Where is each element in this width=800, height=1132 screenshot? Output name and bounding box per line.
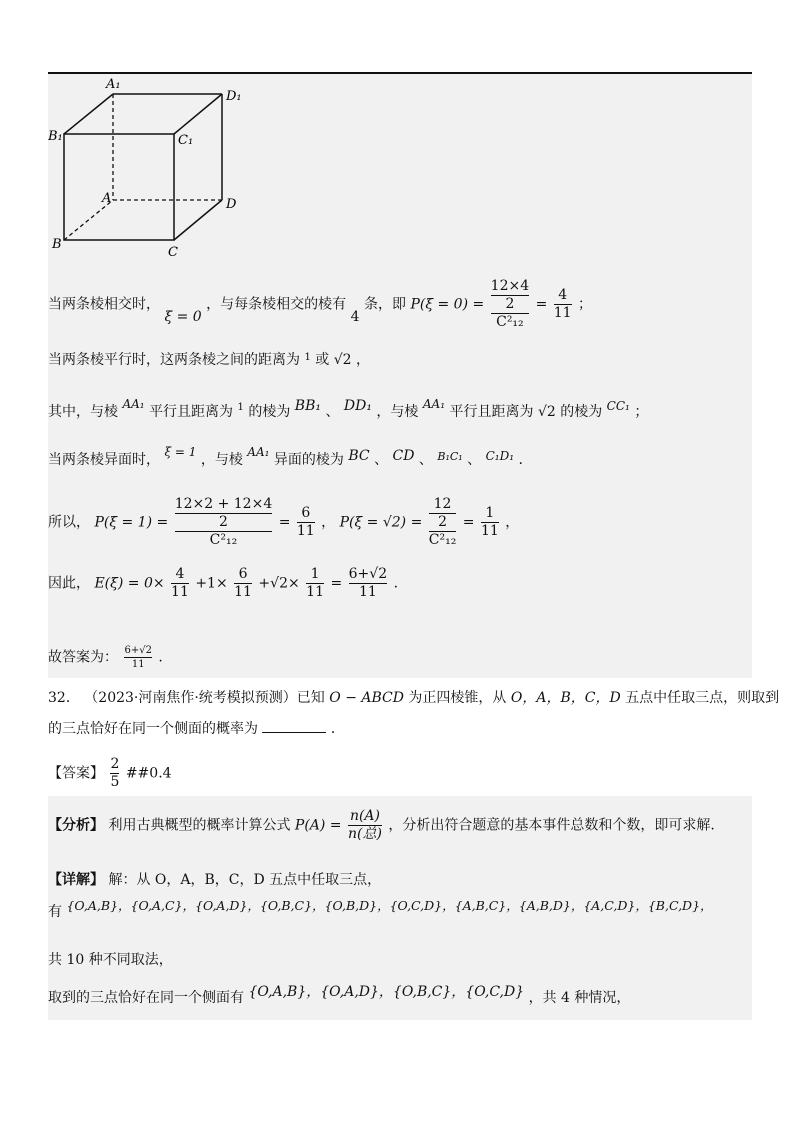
answer-line xyxy=(48,756,172,791)
text: 五点中任取三点，则取到 xyxy=(625,690,780,706)
analysis-line xyxy=(48,808,715,843)
analysis-label: 【分析】 xyxy=(48,817,104,834)
fraction xyxy=(175,496,273,549)
sol-line-intersect xyxy=(48,278,592,331)
numerator-top: 12×4 xyxy=(490,278,530,294)
prob-label: P(ξ = 0) = xyxy=(410,296,485,313)
fraction xyxy=(234,566,252,601)
expectation-label: E(ξ) = 0× xyxy=(94,575,165,592)
denominator: 11 xyxy=(480,523,499,539)
detail-label: 【详解】 xyxy=(48,872,104,888)
denominator: 11 xyxy=(553,305,572,321)
label-D: D xyxy=(226,197,237,212)
denominator: 11 xyxy=(306,584,324,600)
numerator: 6 xyxy=(238,566,248,582)
denominator: n(总) xyxy=(348,826,382,842)
text: 取到的三点恰好在同一个侧面有 xyxy=(48,990,244,1006)
text: 、 xyxy=(467,452,482,468)
question-32-line1 xyxy=(48,688,779,708)
numerator: 6+√2 xyxy=(124,645,152,656)
fraction xyxy=(306,566,324,601)
text: 条，即 xyxy=(363,296,406,313)
points-list: O，A，B，C，D xyxy=(510,690,621,706)
text: ，与棱 xyxy=(200,452,243,468)
value-sqrt2: √2 xyxy=(537,404,556,420)
text: 有 xyxy=(48,904,62,920)
text: 、 xyxy=(325,404,340,420)
numerator-top: 12×2 + 12×4 xyxy=(174,496,273,512)
pyramid-name: O − ABCD xyxy=(329,690,404,706)
text: 故答案为： xyxy=(48,649,118,666)
numerator: 1 xyxy=(485,505,495,521)
text: 解：从 O，A，B，C，D 五点中任取三点， xyxy=(108,872,382,888)
numerator: 4 xyxy=(558,287,568,303)
xi-eq-0: ξ = 0 xyxy=(164,308,202,325)
text: 、 xyxy=(374,452,389,468)
text: ，与棱 xyxy=(376,404,419,420)
numerator: 6 xyxy=(301,505,311,521)
answer-alt: ##0.4 xyxy=(125,765,172,782)
numerator-bottom: 2 xyxy=(491,295,529,313)
fraction-result xyxy=(554,287,572,322)
numerator: 6+√2 xyxy=(348,566,388,582)
text: 异面的棱为 xyxy=(273,452,344,468)
text: 、 xyxy=(418,452,433,468)
text: . xyxy=(518,452,523,468)
sol-line-probabilities xyxy=(48,496,519,549)
text: ， xyxy=(505,514,520,531)
text: 为正四棱锥，从 xyxy=(408,690,507,706)
text: 的棱为 xyxy=(248,404,291,420)
numerator: 2 xyxy=(110,756,120,772)
fraction-result xyxy=(481,505,499,540)
numerator-bottom: 2 xyxy=(429,513,457,531)
same-face-sets: {O,A,B}，{O,A,D}，{O,B,C}，{O,C,D} xyxy=(248,984,525,1000)
denominator: 11 xyxy=(124,657,151,671)
label-D1: D₁ xyxy=(226,89,242,104)
question-32-line2 xyxy=(48,718,345,739)
prob-label: P(ξ = 1) = xyxy=(94,514,169,531)
xi-eq-1: ξ = 1 xyxy=(164,445,197,459)
text: 当两条棱相交时， xyxy=(48,296,160,313)
equals: = xyxy=(278,514,291,531)
edge-BC: BC xyxy=(348,448,370,464)
label-A: A xyxy=(102,191,112,206)
text: . xyxy=(393,575,399,592)
label-B: B xyxy=(52,237,62,252)
text: 因此， xyxy=(48,575,90,592)
value-sqrt2: √2 xyxy=(333,352,352,368)
text: ； xyxy=(634,404,649,420)
cube-figure xyxy=(48,74,248,264)
detail-line1 xyxy=(48,870,381,890)
text: ． xyxy=(330,721,345,737)
question-number: 32． xyxy=(48,690,80,706)
sol-line-skew xyxy=(48,445,523,471)
answer-blank xyxy=(262,718,326,733)
answer-fraction xyxy=(110,756,119,791)
equals: = xyxy=(462,514,475,531)
prob-label: P(ξ = √2) = xyxy=(339,514,423,531)
text: 平行且距离为 xyxy=(449,404,534,420)
text: ； xyxy=(578,296,593,313)
fraction xyxy=(491,278,529,331)
edge-AA1: AA₁ xyxy=(122,397,145,411)
fraction xyxy=(349,566,387,601)
denominator: C²₁₂ xyxy=(491,313,529,331)
fraction xyxy=(171,566,189,601)
text: 共 10 种不同取法， xyxy=(48,952,173,968)
edge-AA1: AA₁ xyxy=(247,445,270,459)
denominator: 11 xyxy=(296,523,315,539)
text: 当两条棱平行时，这两条棱之间的距离为 xyxy=(48,352,300,368)
sol-line-parallel-edges xyxy=(48,397,649,424)
text: ， xyxy=(321,514,336,531)
edge-BB1: BB₁ xyxy=(294,398,321,414)
text: 的三点恰好在同一个侧面的概率为 xyxy=(48,721,258,737)
answer-label: 【答案】 xyxy=(48,765,104,782)
text: . xyxy=(158,649,163,666)
fraction-answer xyxy=(124,644,151,671)
equals: = xyxy=(330,575,343,592)
numerator: 1 xyxy=(310,566,320,582)
denominator: 11 xyxy=(349,583,387,601)
edge-AA1: AA₁ xyxy=(422,397,446,411)
equals: = xyxy=(535,296,548,313)
text: +√2× xyxy=(258,575,300,592)
text: 平行且距离为 xyxy=(149,404,234,420)
text: +1× xyxy=(195,575,228,592)
edge-C1D1: C₁D₁ xyxy=(485,449,515,463)
sol-line-answer xyxy=(48,644,163,671)
denominator: C²₁₂ xyxy=(428,532,457,548)
value-one: 1 xyxy=(237,402,244,413)
detail-sets-line xyxy=(48,898,713,922)
text: 当两条棱异面时， xyxy=(48,452,160,468)
denominator: 5 xyxy=(110,774,120,790)
edge-DD1: DD₁ xyxy=(343,398,372,414)
detail-total-line xyxy=(48,950,173,970)
edge-B1C1: B₁C₁ xyxy=(437,450,463,463)
prob-label: P(A) = xyxy=(294,817,342,834)
sets-list: {O,A,B}，{O,A,C}，{O,A,D}，{O,B,C}，{O,B,D}，{O,C,D}，{A,B,C}，{A,B,D}，{A,C,D}，{B,C,D}， xyxy=(66,898,713,913)
numerator: n(A) xyxy=(349,808,380,824)
fraction xyxy=(429,496,457,549)
label-B1: B₁ xyxy=(48,129,63,144)
question-source: （2023·河南焦作·统考模拟预测）已知 xyxy=(84,690,325,706)
text: 利用古典概型的概率计算公式 xyxy=(108,817,291,834)
formula-fraction xyxy=(348,808,382,843)
text: ，共 4 种情况， xyxy=(528,990,631,1006)
text: ，与每条棱相交的棱有 xyxy=(206,296,347,313)
text: ， xyxy=(356,352,371,368)
numerator: 4 xyxy=(175,566,185,582)
denominator: 11 xyxy=(171,584,189,600)
text: 其中，与棱 xyxy=(48,404,118,420)
sol-line-expectation xyxy=(48,566,398,601)
denominator: 11 xyxy=(234,584,252,600)
detail-same-face-line xyxy=(48,984,631,1008)
text: 或 xyxy=(315,352,330,368)
edge-CD: CD xyxy=(392,448,415,464)
label-C1: C₁ xyxy=(178,133,194,148)
text: 的棱为 xyxy=(560,404,603,420)
edge-CC1: CC₁ xyxy=(606,399,630,413)
label-C: C xyxy=(168,245,178,260)
text: 所以， xyxy=(48,514,90,531)
count-four: 4 xyxy=(350,308,360,325)
fraction-result xyxy=(297,505,315,540)
sol-line-parallel xyxy=(48,350,370,372)
label-A1: A₁ xyxy=(106,77,121,92)
denominator: C²₁₂ xyxy=(175,531,273,549)
numerator-bottom: 2 xyxy=(175,513,273,531)
value-one: 1 xyxy=(304,352,311,363)
numerator-top: 12 xyxy=(433,496,452,512)
text: ，分析出符合题意的基本事件总数和个数，即可求解. xyxy=(388,817,715,834)
